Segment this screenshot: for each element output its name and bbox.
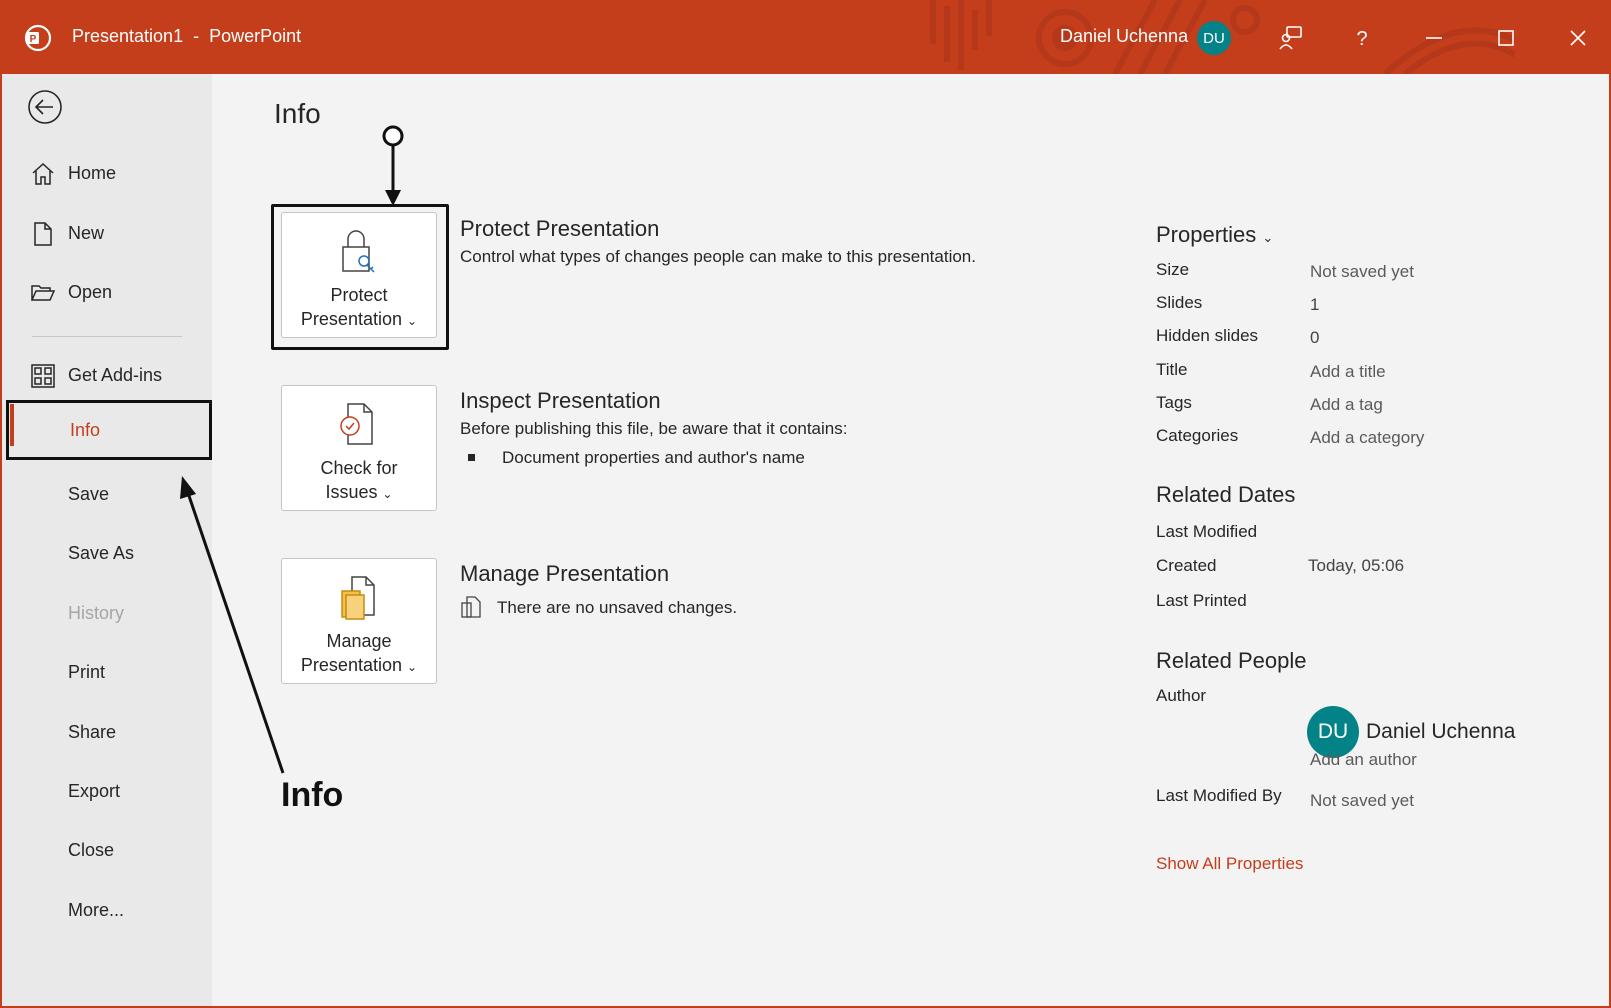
prop-title-input[interactable]: Add a title [1310,362,1386,381]
properties-panel [1156,74,1606,1006]
prop-tags-label: Tags [1156,393,1192,412]
account-name[interactable]: Daniel Uchenna [1060,26,1189,46]
inspect-bullet-item: Document properties and author's name [502,448,805,467]
last-printed-label: Last Printed [1156,591,1247,610]
nav-new-label: New [68,222,105,243]
protect-section-description: Control what types of changes people can make to this presentation. [460,247,976,266]
chevron-down-icon: ⌄ [407,660,418,674]
nav-print[interactable] [2,647,212,697]
feedback-icon [1278,25,1304,51]
inspect-section-title: Inspect Presentation [460,388,661,413]
info-content [212,74,1609,1006]
prop-slides-value: 1 [1310,295,1320,314]
prop-categories-label: Categories [1156,426,1239,445]
nav-history-label: History [68,602,125,623]
document-check-icon [334,400,384,450]
back-arrow-icon[interactable] [26,88,64,126]
created-value: Today, 05:06 [1308,556,1405,575]
add-ins-grid-icon [30,363,56,389]
chevron-down-icon: ⌄ [382,487,393,501]
nav-get-add-ins[interactable] [2,350,212,400]
manage-button-label: Manage Presentation ⌄ [300,631,418,675]
home-icon [30,161,56,187]
nav-divider [32,336,182,337]
nav-share-label: Share [68,721,117,742]
account-avatar[interactable]: DU [1197,21,1231,55]
nav-open-label: Open [68,281,113,302]
new-document-icon [30,221,56,247]
nav-new[interactable] [2,208,212,258]
prop-tags-input[interactable]: Add a tag [1310,395,1383,414]
backstage-view [2,74,1609,1006]
author-name[interactable]: Daniel Uchenna [1366,720,1516,743]
nav-more[interactable] [2,885,212,935]
feedback-button[interactable] [1273,20,1309,56]
maximize-icon [1497,29,1515,47]
nav-more-label: More... [68,899,125,920]
page-title: Info [274,98,321,129]
nav-share[interactable] [2,707,212,757]
last-modified-by-label: Last Modified By [1156,786,1282,805]
svg-text:?: ? [1356,28,1368,49]
chevron-down-icon: ⌄ [407,314,418,328]
author-avatar[interactable]: DU [1307,706,1359,758]
nav-get-add-ins-label: Get Add-ins [68,364,163,385]
close-icon [1569,29,1587,47]
protect-section-title: Protect Presentation [460,216,660,241]
protect-presentation-button[interactable] [281,212,437,338]
nav-close-label: Close [68,839,115,860]
minimize-icon [1425,29,1443,47]
prop-size-label: Size [1156,260,1190,279]
nav-export-label: Export [68,780,121,801]
nav-info[interactable] [6,400,212,460]
maximize-button[interactable] [1488,20,1524,56]
show-all-properties-link[interactable]: Show All Properties [1156,854,1304,873]
prop-hidden-slides-value: 0 [1310,328,1320,347]
check-for-issues-button[interactable] [281,385,437,511]
created-label: Created [1156,556,1217,575]
nav-save-as-label: Save As [68,542,135,563]
title-bar [0,0,1611,74]
protect-button-label: Protect Presentation ⌄ [300,285,418,329]
annotation-label: Info [281,776,344,814]
nav-close[interactable] [2,825,212,875]
nav-open[interactable] [2,267,212,317]
add-author-input[interactable]: Add an author [1310,750,1417,769]
nav-home-label: Home [68,162,117,183]
lock-key-icon [334,227,384,277]
prop-categories-input[interactable]: Add a category [1310,428,1425,447]
nav-export[interactable] [2,766,212,816]
nav-history [2,588,212,638]
no-changes-document-icon [460,595,482,619]
nav-info-label: Info [70,419,101,440]
folder-open-icon [30,280,56,306]
svg-text:P: P [29,34,37,45]
manage-presentation-button[interactable] [281,558,437,684]
nav-print-label: Print [68,661,106,682]
prop-slides-label: Slides [1156,293,1203,312]
prop-hidden-slides-label: Hidden slides [1156,326,1259,345]
bullet-marker [468,454,475,461]
related-dates-heading: Related Dates [1156,482,1296,507]
manage-section-description: There are no unsaved changes. [497,598,738,617]
manage-documents-icon [334,573,384,623]
close-window-button[interactable] [1560,20,1596,56]
nav-save-as[interactable] [2,528,212,578]
prop-title-label: Title [1156,360,1188,379]
manage-section-title: Manage Presentation [460,561,670,586]
prop-size-value: Not saved yet [1310,262,1414,281]
last-modified-label: Last Modified [1156,522,1258,541]
check-issues-button-label: Check for Issues ⌄ [320,458,398,502]
help-icon [1351,27,1373,49]
author-label: Author [1156,686,1207,705]
nav-save-label: Save [68,483,110,504]
chevron-down-icon: ⌄ [1262,230,1274,245]
help-button[interactable] [1344,20,1380,56]
nav-home[interactable] [2,148,212,198]
inspect-section-description: Before publishing this file, be aware that it contains: [460,419,848,438]
last-modified-by-value: Not saved yet [1310,791,1414,810]
properties-heading[interactable]: Properties ⌄ [1156,222,1274,247]
minimize-button[interactable] [1416,20,1452,56]
backstage-sidebar [2,74,212,1006]
window-title: Presentation1 - PowerPoint [72,26,302,46]
nav-save[interactable] [2,469,212,519]
powerpoint-logo-icon [24,24,52,52]
related-people-heading: Related People [1156,648,1307,673]
